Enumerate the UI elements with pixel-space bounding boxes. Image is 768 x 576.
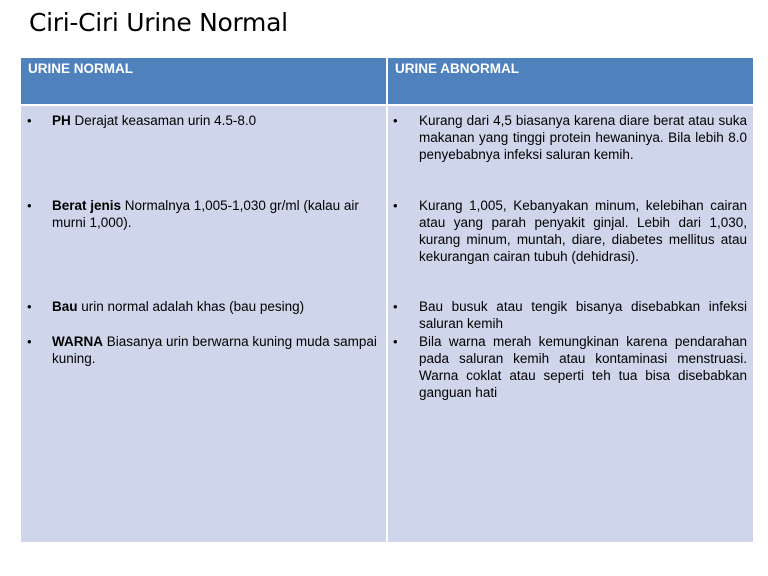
abnormal-item-text: Bau busuk atau tengik bisanya disebabkan infeksi saluran kemih xyxy=(419,299,747,331)
normal-item-bau xyxy=(21,298,386,315)
abnormal-item-berat-jenis xyxy=(388,197,753,265)
bullet-icon: • xyxy=(27,334,32,349)
normal-item-berat-jenis xyxy=(21,197,386,231)
normal-item-warna xyxy=(21,333,386,367)
normal-item-text: PH Derajat keasaman urin 4.5-8.0 xyxy=(52,113,257,128)
bullet-icon: • xyxy=(393,113,398,128)
abnormal-item-bau xyxy=(388,298,753,332)
normal-item-text: WARNA Biasanya urin berwarna kuning muda sampai kuning. xyxy=(52,334,377,366)
normal-item-term: PH xyxy=(52,113,71,128)
normal-item-term: Bau xyxy=(52,299,78,314)
normal-item-term: Berat jenis xyxy=(52,198,122,213)
bullet-icon: • xyxy=(27,198,32,213)
bullet-icon: • xyxy=(393,299,398,314)
abnormal-column xyxy=(387,106,753,542)
bullet-icon: • xyxy=(27,299,32,314)
abnormal-item-text: Bila warna merah kemungkinan karena pendarahan pada saluran kemih atau kontaminasi menstruasi. Warna coklat atau seperti teh tua bisa disebabkan ganguan hati xyxy=(419,334,747,400)
normal-item-text: Berat jenis Normalnya 1,005-1,030 gr/ml (kalau air murni 1,000). xyxy=(52,198,359,230)
bullet-icon: • xyxy=(27,113,32,128)
normal-item-text: Bau urin normal adalah khas (bau pesing) xyxy=(52,299,305,314)
abnormal-item-text: Kurang 1,005, Kebanyakan minum, kelebihan cairan atau yang parah penyakit ginjal. Lebih dari 1,030, kurang minum, muntah, diare, diabetes mellitus atau kekurangan cairan tubuh (dehidrasi). xyxy=(419,198,747,264)
normal-item-ph xyxy=(21,112,386,129)
normal-item-term: WARNA xyxy=(52,334,103,349)
header-urine-abnormal: URINE ABNORMAL xyxy=(387,58,753,106)
slide-title: Ciri-Ciri Urine Normal xyxy=(29,8,288,37)
normal-column xyxy=(21,106,387,542)
header-urine-normal: URINE NORMAL xyxy=(21,58,387,106)
bullet-icon: • xyxy=(393,198,398,213)
abnormal-item-warna xyxy=(388,333,753,401)
comparison-table xyxy=(21,58,753,542)
bullet-icon: • xyxy=(393,334,398,349)
abnormal-item-text: Kurang dari 4,5 biasanya karena diare berat atau suka makanan yang tinggi protein hewaninya. Bila lebih 8.0 penyebabnya infeksi saluran kemih. xyxy=(419,113,747,162)
abnormal-item-ph xyxy=(388,112,753,163)
